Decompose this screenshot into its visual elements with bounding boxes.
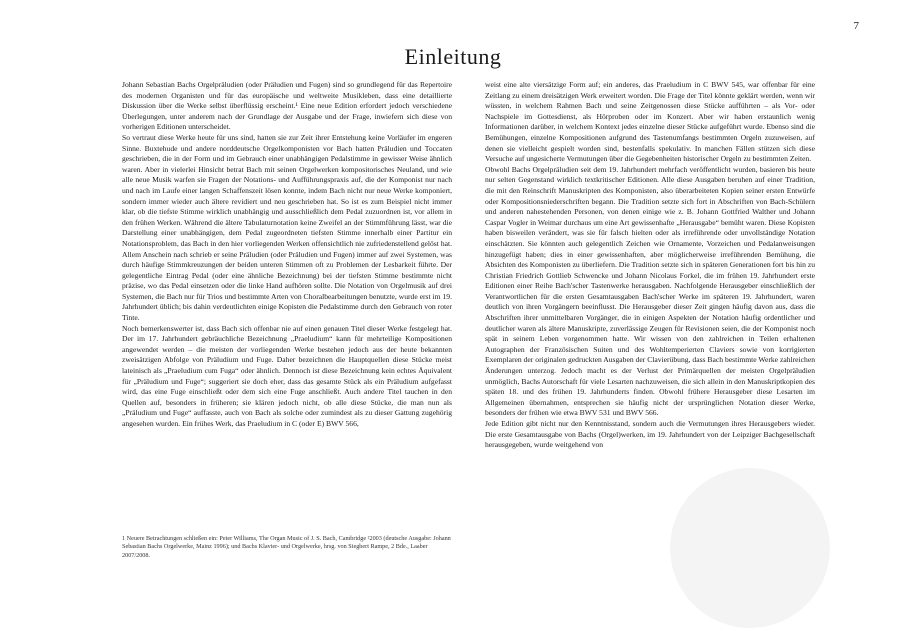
page-number: 7 — [853, 20, 859, 32]
paragraph: So vertraut diese Werke heute für uns sind, hatten sie zur Zeit ihrer Entstehung keine Vorläufer im engeren Sinne. Buxtehude und andere norddeutsche Orgelkomponisten vor Bach hatten Präludien und Toccaten geschrieben, die in der Form und im Gebrauch einer unabhängigen Pedalstimme in gewisser Weise ähnlich waren. Aber in vielerlei Hinsicht betrat Bach mit seinen Orgelwerken kompositorisches Neuland, und wie alle neue Musik warfen sie Fragen der Notations- und Aufführungspraxis auf, die der Komponist nur nach und nach im Laufe einer langen Schaffenszeit lösen konnte, indem Bach nicht nur neue Werke komponiert, sondern immer wieder auch ältere revidiert und neu geschrieben hat. So ist es zum Beispiel nicht immer klar, ob die tiefste Stimme wirklich unabhängig und ausschließlich dem Pedal zuzuordnen ist, vor allem in den frühen Werken. Während die ältere Tabulaturnotation keine Zweifel an der Stimmführung lässt, war die Darstellung einer unabhängigen, dem Pedal zugeordneten tiefsten Stimme innerhalb einer Partitur ein Notationsproblem, das Bach in den hier vorliegenden Werken offensichtlich nie zufriedenstellend gelöst hat. Allem Anschein nach schrieb er seine Präludien (oder Präludien und Fugen) immer auf zwei Systemen, was durch häufige Stimmkreuzungen der beiden unteren Stimmen oft zu Problemen der Lesbarkeit führte. Der gelegentliche Eintrag Pedal (oder eine ähnliche Bezeichnung) bei der tiefsten Stimme bestimmte nicht präzise, wo das Pedal einsetzen oder die linke Hand aufhören sollte. Die Notation von Orgelmusik auf drei Systemen, die Bach nur für Trios und bestimmte Arten von Choralbearbeitungen benutzte, wurde erst im 19. Jahrhundert üblich; bis dahin verdeutlichten einige Kopisten die Pedalstimme durch den Gebrauch von roter Tinte. — [122, 132, 452, 323]
footnote: 1 Neuere Betrachtungen schließen ein: Peter Williams, The Organ Music of J. S. Bach, Cambridge ²2003 (deutsche Ausgabe: Johann Sebastian Bachs Orgelwerke, Mainz 1996); und Bachs Klavier- und Orgelwerke, hrsg. von Siegbert Rampe, 2 Bde., Laaber 2007/2008. — [122, 535, 451, 559]
right-column — [485, 80, 815, 451]
paragraph: weist eine alte viersätzige Form auf; ein anderes, das Praeludium in C BWV 545, war offenbar für eine Zeitlang zu einem dreisätzigen Werk erweitert worden. Die Frage der Titel könnte geklärt werden, wenn wir wüssten, in welchem Rahmen Bach und seine Zeitgenossen diese Stücke aufführten – als Vor- oder Nachspiele im Gottesdienst, als Hörproben oder im Konzert. Aber wir haben erstaunlich wenig Informationen darüber, in welchem Kontext jedes einzelne dieser Stücke aufgeführt wurde. Ebenso sind die Bemühungen, einzelne Kompositionen aufgrund des Tastenumfangs bestimmten Orgeln zuzuweisen, auf denen sie vielleicht gespielt worden sind, bestenfalls spekulativ. In manchen Fällen stützen sich diese Versuche auf ungesicherte Vermutungen über die Gegebenheiten historischer Orgeln zu bestimmten Zeiten. — [485, 80, 815, 164]
page-title: Einleitung — [404, 44, 502, 69]
paragraph: Jede Edition gibt nicht nur den Kenntnisstand, sondern auch die Vermutungen ihres Herausgebers wieder. Die erste Gesamtausgabe von Bachs (Orgel)werken, im 19. Jahrhundert von der Leipziger Bachgesellschaft herausgegeben, wurde weitgehend von — [485, 419, 815, 450]
paragraph: Obwohl Bachs Orgelpräludien seit dem 19. Jahrhundert mehrfach veröffentlicht wurden, basieren bis heute nur selten Gegenstand wirklich textkritischer Editionen. Alle diese Ausgaben beruhen auf einer Tradition, die mit den Reinschrift Manuskripten des Komponisten, also überarbeiteten Kopien seiner ersten Entwürfe oder Kompositionsniederschriften begann. Die Tradition setzte sich fort in Abschriften von Bach-Schülern und anderen nahestehenden Personen, von denen einige wie z. B. Johann Gottfried Walther und Johann Caspar Vogler in Weimar durchaus um eine Art gewissenhafte „Herausgabe“ bemüht waren. Diese Kopisten haben bisweilen verändert, was sie für falsch hielten oder als irreführende oder unvollständige Notation einschätzten. Sie könnten auch gelegentlich Zeichen wie Ornamente, Vorzeichen und Pedalanweisungen hinzugefügt haben; dies in einer gewissenhaften, aber möglicherweise irreführenden Bemühung, die Absichten des Komponisten zu überliefern. Die Tradition setzte sich in späteren Generationen fort bis hin zu Christian Friedrich Gottlieb Schwencke und Johann Nicolaus Forkel, die im frühen 19. Jahrhundert erste Editionen einer Reihe Bach'scher Tastenwerke herausgaben. Nachfolgende Herausgeber einschließlich der Verantwortlichen für die ersten Gesamtausgaben Bach'scher Werke im späteren 19. Jahrhundert, waren deutlich von ihren Vorgängern beeinflusst. Die Herausgeber dieser Zeit gingen häufig davon aus, dass die Abschriften ihrer unmittelbaren Vorgänger, die in einigen Aspekten der Notation häufig ordentlicher und deutlicher waren als ältere Manuskripte, zuverlässige Zeugen für Revisionen seien, die der Komponist noch spät in seinem Leben vorgenommen hatte. Wir wissen von den zahlreichen in Teilen erhaltenen Autographen der Französischen Suiten und des Wohltemperierten Claviers sowie von korrigierten Exemplaren der originalen gedruckten Ausgaben der Clavierübung, dass Bach bestimmte Werke zahlreichen Änderungen unterzog. Jedoch macht es der Verlust der Primärquellen der meisten Orgelpräludien unmöglich, Bachs Autorschaft für viele Lesarten nachzuweisen, die sich allein in den Manuskriptkopien des späten 18. und des frühen 19. Jahrhunderts finden. Obwohl frühere Herausgeber diese Lesarten im Allgemeinen übernahmen, entsprechen sie häufig nicht der ursprünglichen Notation dieser Werke, besonders der frühen wie etwa BWV 531 und BWV 566. — [485, 164, 815, 418]
paragraph: Johann Sebastian Bachs Orgelpräludien (oder Präludien und Fugen) sind so grundlegend für das Repertoire des modernen Organisten und für das europäische und weltweite Musikleben, dass eine detaillierte Diskussion über die Werke selbst überflüssig erscheint.¹ Eine neue Edition erfordert jedoch verschiedene Überlegungen, unter anderem nach der Grundlage der Ausgabe und der Frage, inwiefern sich diese von vorherigen Editionen unterscheidet. — [122, 80, 452, 132]
watermark-logo — [670, 468, 830, 628]
paragraph: Noch bemerkenswerter ist, dass Bach sich offenbar nie auf einen genauen Titel dieser Werke festgelegt hat. Der im 17. Jahrhundert gebräuchliche Bezeichnung „Praeludium“ kann für mehrteilige Kompositionen angewendet werden – die meisten der vorliegenden Werke bestehen jedoch aus der heute bekannten zweisätzigen Abfolge von Präludium und Fuge. Daher bezeichnen die Hauptquellen diese Stücke meist lateinisch als „Praeludium cum Fuga“ oder ähnlich. Dennoch ist diese Bezeichnung kein echtes Äquivalent für „Präludium und Fuge“; suggeriert sie doch eher, dass das gesamte Stück als ein Präludium aufgefasst wird, das eine Fuge einschließt oder dem sich eine Fuge anschließt. Auch andere Titel tauchen in den Quellen auf, besonders in früheren; sie klären jedoch nicht, ob alle diese Stücke, die man nun als „Präludium und Fuge“ auffasste, auch von Bach als solche oder zumindest als zu dieser Gattung zugehörig angesehen wurden. Ein frühes Werk, das Praeludium in C (oder E) BWV 566, — [122, 323, 452, 428]
left-column — [122, 80, 452, 430]
